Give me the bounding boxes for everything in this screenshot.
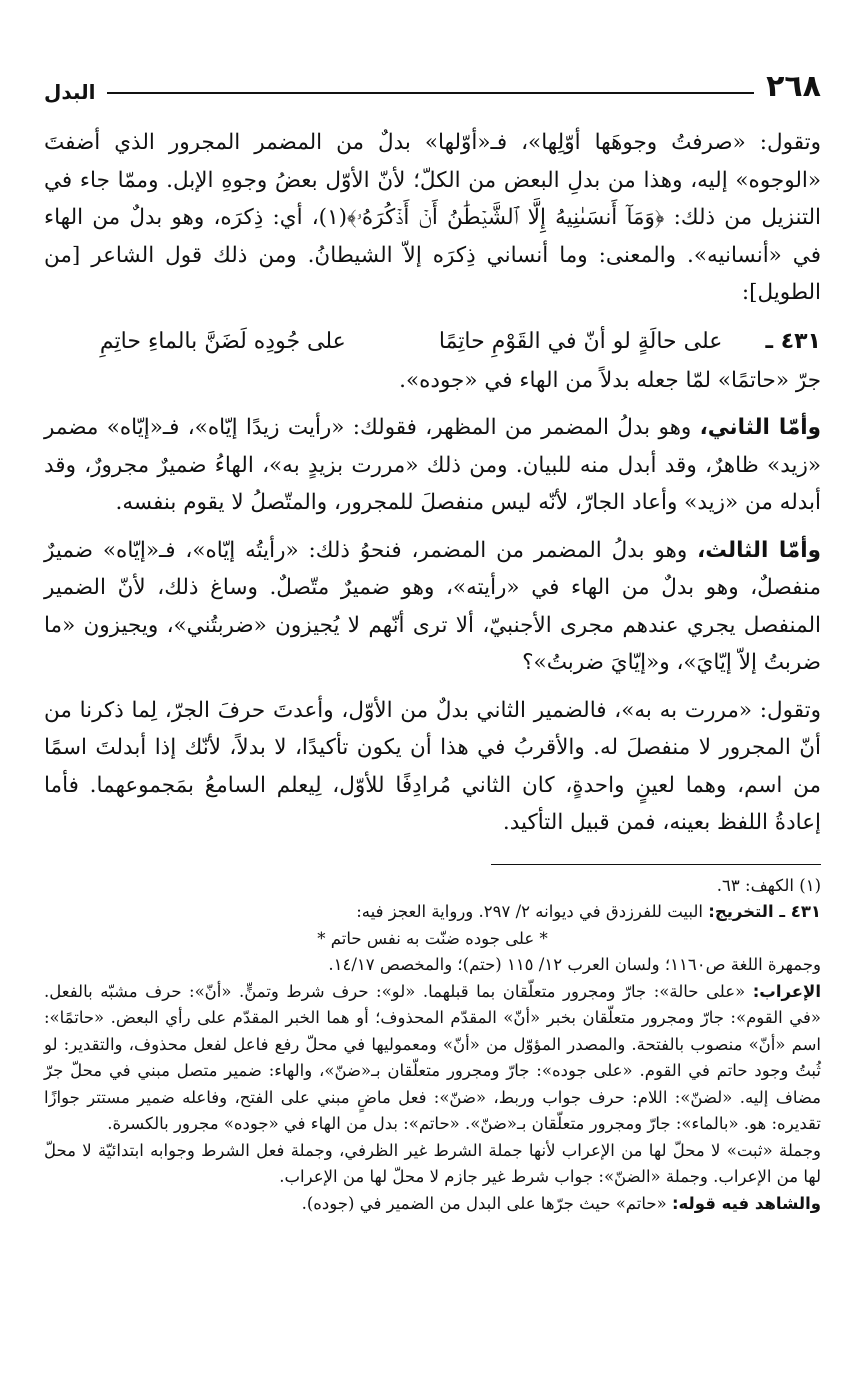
footnote-1: (١) الكهف: ٦٣. [716,875,821,895]
paragraph-4: وتقول: «مررت به به»، فالضمير الثاني بدلٌ من الأوّل، وأعدتَ حرفَ الجرّ، لِما ذكرنا من أنّ المجرور لا منفصلَ له. والأقربُ في هذا أن يكون تأكيدًا، لا بدلاً، لأنّك إذا أبدلتَ اسمًا من اسم، وهما لعينٍ واحدةٍ، كان الثاني مُرادِفًا للأوّل، لِيعلم السامعُ بمَجموعهما. فأما إعادةُ اللفظ بعينه، فمن قبيل التأكيد. [44,697,821,835]
page-number: ٢٦٨ [766,69,821,104]
footnote-4: وجملة «ثبت» لا محلّ لها من الإعراب لأنها جملة الشرط غير الظرفي، وجملة فعل الشرط وجوابه ابتدائيّة لا محلّ لها من الإعراب. وجملة «الضنّ»: جواب شرط غير جازم لا محلّ لها من الإعراب. [44,1140,821,1186]
footnote-3-text: «على حالة»: جارّ ومجرور متعلّقان بما قبلهما. «لو»: حرف شرط وتمنٍّ. «أنّ»: حرف مشبّه بالفعل. «في القوم»: جارّ ومجرور متعلّقان بخبر «أنّ» المقدّم المحذوف؛ أو هما الخبر المقدّم على رأي البعض. «حاتمًا»: اسم «أنّ» منصوب بالفتحة. والمصدر المؤوّل من «أنّ» ومعموليها في محلّ رفع فاعل لفعل محذوف، والتقدير: لو ثُبتُ وجود حاتم في القوم. «على جوده»: جارّ ومجرور متعلّقان بـ«ضنّ»، والهاء: ضمير متصل مبني في محلّ جرّ مضاف إليه. «لضنّ»: اللام: حرف جواب وربط، «ضنّ»: فعل ماضٍ مبني على الفتح، وفاعله ضمير مستتر جوازًا تقديره: هو. «بالماء»: جارّ ومجرور متعلّقان بـ«ضنّ». «حاتم»: بدل من الهاء في «جوده» مجرور بالكسرة. [44,981,821,1133]
footnote-2-verse: * على جوده ضنّت به نفس حاتم * [317,928,548,948]
footnote-2-lead: ٤٣١ ـ التخريج: [708,902,821,921]
paragraph-3 [44,532,821,682]
paragraph-3-text: وهو بدلُ المضمر من المضمر، فنحوُ ذلك: «رأيتُه إيّاه»، فـ«إيّاه» ضميرٌ منفصلٌ، وهو بدلٌ من الهاء في «رأيته»، وهو ضميرٌ متّصلٌ. وساغ ذلك، لأنّ الضمير المنفصل يجري عندهم مجرى الأجنبيّ، ألا ترى أنّهم لا يُجيزون «ضربتُني»، ويجيزون «ما ضربتُ إلاّ إيّايَ»، و«إيّايَ ضربتُ»؟ [44,537,821,675]
footnote-2-text: البيت للفرزدق في ديوانه ٢/ ٢٩٧. ورواية العجز فيه: [356,902,709,921]
verse-hemistich-1: على حالَةٍ لو أنّ في القَوْمِ حاتِمًا [438,328,723,354]
paragraph-1: وتقول: «صرفتُ وجوهَها أوّلِها»، فـ«أوّلها» بدلٌ من المضمر المجرور الذي أضفتَ «الوجوه» إليه، وهذا من بدلِ البعض من الكلّ؛ لأنّ الأوّل بعضُ وجوهِ الإبل. وممّا جاء في التنزيل من ذلك: ﴿وَمَآ أَنسَىٰنِيهُ إِلَّا ٱلشَّيۡطَٰنُ أَنۡ أَذۡكُرَهُۥ﴾(١)، أي: ذِكرَه، وهو بدلٌ من الهاء في «أنسانيه». والمعنى: وما أنساني ذِكرَه إلاّ الشيطانُ. ومن ذلك قول الشاعر [من الطويل]: [44,130,821,305]
page-header [44,62,821,102]
verse-note: جرّ «حاتمًا» لمّا جعله بدلاً من الهاء في «جوده». [399,367,821,393]
footnote-separator [491,864,821,865]
verse-hemistich-2: على جُودِه لَضَنَّ بالماءِ حاتِمِ [99,328,346,354]
footnote-3-lead: الإعراب: [752,981,821,1001]
paragraph-3-lead: وأمّا الثالث، [697,537,821,563]
footnote-5-lead: والشاهد فيه قوله: [671,1193,821,1213]
verse-number: ٤٣١ ـ [765,328,821,354]
paragraph-2-lead: وأمّا الثاني، [699,415,821,440]
paragraph-2 [44,409,821,522]
footnote-2 [44,899,821,926]
header-rule [107,92,754,94]
poetry-verse [44,322,821,362]
paragraph-2-text: وهو بدلُ المضمر من المظهر، فقولك: «رأيت زيدًا إيّاه»، فـ«إيّاه» مضمر «زيد» ظاهرٌ، وقد أبدل منه للبيان. ومن ذلك «مررت بزيدٍ به»، الهاءُ ضميرٌ مجرورٌ، وقد أبدله من «زيد» وأعاد الجارّ، لأنّه ليس منفصلَ للمجرور، والمتّصلُ لا يقوم بنفسه. [44,415,821,515]
footnote-3 [44,979,821,1138]
chapter-title: البدل [44,80,96,104]
main-text [44,124,821,842]
footnote-5 [44,1191,821,1218]
footnotes [44,873,821,1218]
footnote-2-continued: وجمهرة اللغة ص١١٦٠؛ ولسان العرب ١٢/ ١١٥ (حتم)؛ والمخصص ١٤/١٧. [328,955,821,974]
footnote-5-text: «حاتم» حيث جرّها على البدل من الضمير في (جوده). [301,1193,672,1213]
